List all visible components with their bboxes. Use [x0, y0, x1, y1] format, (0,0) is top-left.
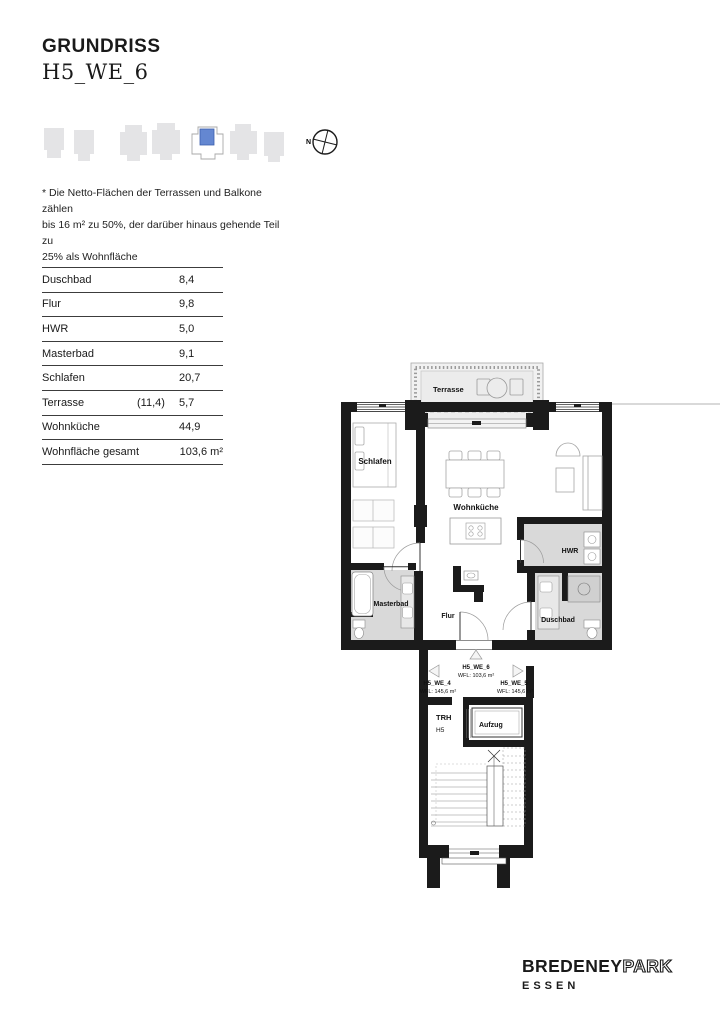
room-area: 9,8 [179, 298, 195, 311]
schlafen-label: Schlafen [358, 457, 392, 466]
bed-icon [353, 423, 396, 487]
room-note: (11,4) [137, 396, 165, 409]
unit-right-wfl: WFL: 145,6 m² [496, 689, 534, 695]
wohnkueche-label: Wohnküche [453, 503, 499, 512]
building-icon-2 [74, 130, 94, 161]
table-row [42, 293, 223, 318]
room-area: 103,6 m² [179, 445, 223, 458]
room-name: Masterbad [42, 347, 94, 360]
footnote-line: 25% als Wohnfläche [42, 251, 138, 263]
terrace-label: Terrasse [433, 385, 464, 394]
building-icon-active [192, 127, 223, 159]
building-icon-4 [152, 123, 180, 160]
room-name: Schlafen [42, 372, 85, 385]
site-plan-row [40, 120, 350, 168]
flur-sink-icon [464, 571, 478, 580]
room-area: 5,7 [179, 396, 195, 409]
room-area: 9,1 [179, 347, 195, 360]
table-row [42, 416, 223, 441]
footnote-line: * Die Netto-Flächen der Terrassen und Balkone zählen [42, 187, 262, 215]
building-icon-6 [230, 124, 257, 160]
floor-plan-drawing [335, 358, 720, 903]
kitchen-island-icon [450, 518, 501, 544]
room-area: 44,9 [179, 421, 201, 434]
room-name: Duschbad [42, 273, 92, 286]
dining-table-icon [446, 451, 504, 497]
unit-left-wfl: WFL: 145,6 m² [419, 689, 457, 695]
terrace-furniture-icon [477, 378, 523, 398]
building-icon-7 [264, 132, 284, 162]
trh-label: TRH [436, 713, 452, 722]
table-row [42, 342, 223, 367]
table-row-total [42, 440, 223, 465]
unit-right-id: H5_WE_5 [500, 681, 528, 687]
compass-north-label: N [306, 139, 312, 146]
entrance-steps [442, 845, 506, 864]
staircase-icon [431, 748, 525, 826]
brand-logo [522, 956, 702, 992]
brand-wordmark [522, 956, 702, 977]
building-icon-3 [120, 125, 147, 161]
compass-icon [306, 127, 340, 156]
table-row [42, 317, 223, 342]
table-row [42, 268, 223, 293]
room-area: 5,0 [179, 322, 195, 335]
brand-city: ESSEN [522, 980, 580, 992]
hwr-label: HWR [561, 548, 579, 555]
unit-id-heading: H5_WE_6 [42, 60, 149, 84]
lounge-furniture-icons [556, 443, 602, 510]
unit-current-wfl: WFL: 103,6 m² [457, 673, 495, 679]
room-area: 20,7 [179, 372, 201, 385]
aufzug-label: Aufzug [479, 722, 503, 729]
room-name: HWR [42, 322, 69, 335]
wardrobe-icon [353, 500, 394, 548]
flur-label: Flur [441, 613, 455, 620]
window-left [357, 403, 407, 411]
page-title: GRUNDRISS [42, 36, 161, 57]
room-area: 8,4 [179, 273, 195, 286]
terrace-footnote [42, 185, 292, 265]
area-table [42, 267, 223, 465]
stairwell [419, 697, 533, 888]
duschbad-label: Duschbad [541, 617, 575, 624]
table-row [42, 391, 223, 416]
room-name: Terrasse [42, 396, 85, 409]
room-name: Flur [42, 298, 61, 311]
unit-left-id: H5_WE_4 [423, 681, 451, 687]
brand-solid-text: BREDENEY [522, 956, 623, 976]
unit-current-id: H5_WE_6 [462, 665, 490, 671]
highlighted-unit-marker [200, 129, 214, 145]
brand-outline-text: PARK [622, 956, 673, 976]
room-name: Wohnfläche gesamt [42, 445, 140, 458]
building-icon-1 [44, 128, 64, 158]
trh-house-label: H5 [436, 727, 445, 734]
footnote-line: bis 16 m² zu 50%, der darüber hinaus gehende Teil zu [42, 219, 280, 247]
masterbad-label: Masterbad [373, 601, 409, 608]
window-right [556, 403, 599, 411]
room-name: Wohnküche [42, 421, 100, 434]
table-row [42, 366, 223, 391]
